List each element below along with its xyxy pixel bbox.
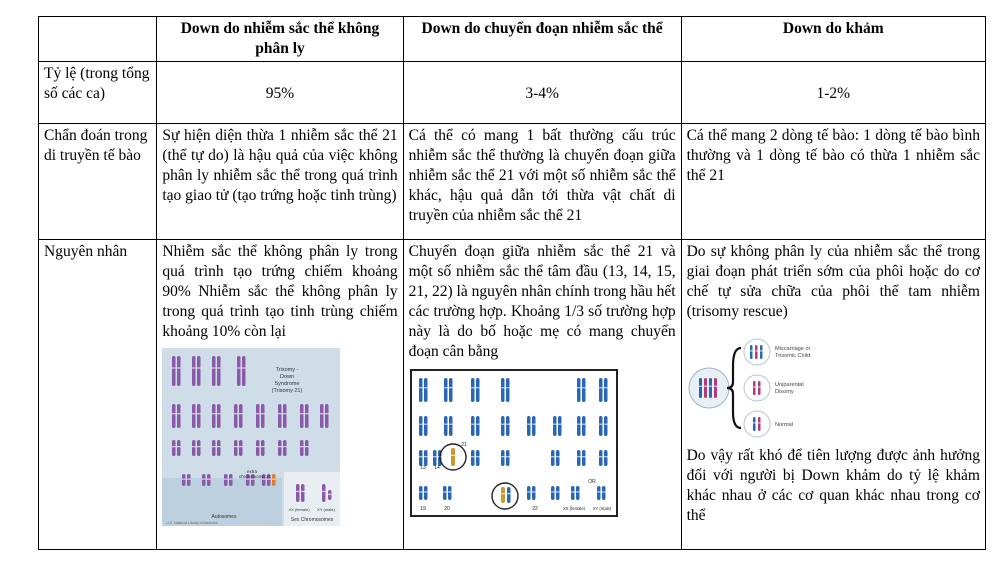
karyo-chromosome: [261, 404, 265, 428]
trans-chromosome-band: [471, 424, 475, 425]
trans-chromosome: [551, 486, 555, 500]
trans-chromosome: [444, 416, 448, 436]
trans-chromosome: [582, 378, 586, 402]
sex-chromosome-y-band: [328, 494, 332, 495]
karyo-chromosome: [325, 404, 329, 428]
trans-chromosome-band: [501, 424, 505, 425]
trans-chromosome-band: [599, 387, 603, 388]
karyo-chromosome-band: [224, 479, 228, 480]
trans-chromosome: [449, 416, 453, 436]
karyo-chromosome: [192, 404, 196, 428]
cell-cause-nondisjunction: [157, 240, 403, 550]
karyo-chromosome: [305, 440, 309, 456]
karyo-chromosome-band: [237, 367, 241, 368]
trans-chromosome-band: [419, 456, 423, 457]
karyo-chromosome-band: [197, 446, 201, 447]
sex-chromosome-x: [296, 484, 300, 502]
karyo-chromosome: [217, 356, 221, 386]
trans-chromosome: [599, 378, 603, 402]
karyo-chromosome: [237, 356, 241, 386]
karyo-chromosome: [177, 440, 181, 456]
trans-chromosome: [602, 486, 606, 500]
karyo-chromosome: [283, 440, 287, 456]
translocated-chromosome-band: [501, 493, 505, 494]
trans-chromosome-band: [449, 424, 453, 425]
trans-chromosome: [444, 378, 448, 402]
row-label-ratio: Tỷ lệ (trong tổng số các ca): [39, 62, 157, 124]
num-14: 14: [433, 465, 440, 471]
karyo-chromosome-band: [172, 367, 176, 368]
karyo-chromosome: [212, 404, 216, 428]
cell-diagnosis-translocation: Cá thể có mang 1 bất thường cấu trúc nhiễm sắc thể thường là chuyển đoạn giữa nhiễm sắc thể 21 với một số nhiễm sắc thể khác, hậu quả dẫn tới thừa vật chất di truyền của nhiễm sắc thể 21: [403, 124, 681, 240]
outcome-chromosome-band: [758, 422, 761, 423]
trans-chromosome-band: [577, 387, 581, 388]
ratio-value: 3-4%: [525, 85, 559, 102]
karyo-chromosome-band: [182, 479, 186, 480]
label-or: OR: [587, 479, 596, 485]
trans-chromosome: [501, 416, 505, 436]
sex-chrom-label: Sex Chromosomes: [291, 517, 334, 523]
label-21: 21: [460, 442, 467, 448]
cell-ratio-nondisjunction: [157, 62, 403, 124]
trans-chromosome-band: [443, 491, 447, 492]
karyo-chromosome-band: [278, 446, 282, 447]
trans-chromosome-band: [604, 424, 608, 425]
karyo-chromosome: [278, 404, 282, 428]
trans-chromosome: [576, 486, 580, 500]
translocated-chromosome: [501, 487, 505, 503]
trans-chromosome-band: [424, 424, 428, 425]
trans-chromosome-band: [419, 387, 423, 388]
outcome-chromosome-band: [755, 350, 758, 351]
karyo-chromosome-band: [229, 479, 233, 480]
trans-chromosome: [527, 486, 531, 500]
karyo-chromosome-band: [320, 413, 324, 414]
trans-chromosome-band: [571, 491, 575, 492]
trans-chromosome-band: [424, 387, 428, 388]
trans-chromosome: [532, 416, 536, 436]
trans-chromosome: [577, 416, 581, 436]
karyo-title-3: Syndrome: [274, 381, 300, 387]
mosaic-chromosome-band: [709, 386, 712, 387]
row-label-cause: Nguyên nhân: [39, 240, 157, 550]
trans-chromosome-band: [506, 424, 510, 425]
trans-chromosome-band: [582, 456, 586, 457]
karyo-chromosome-band: [172, 413, 176, 414]
trans-chromosome-band: [556, 456, 560, 457]
trans-chromosome-band: [604, 387, 608, 388]
trans-chromosome: [556, 486, 560, 500]
header-row: [39, 17, 986, 62]
cell-diagnosis-mosaic: Cá thể mang 2 dòng tế bào: 1 dòng tế bào bình thường và 1 dòng tế bào có thừa 1 nhiễm sắc thể 21: [681, 124, 985, 240]
karyo-chromosome-band: [300, 446, 304, 447]
trans-chromosome: [582, 416, 586, 436]
mosaic-chromosome-band: [699, 386, 702, 387]
trans-chromosome: [419, 486, 423, 500]
extra-label: extra: [247, 469, 258, 474]
credit-label: U.S. National Library of Medicine: [166, 521, 218, 525]
outcome-chromosome-band: [753, 422, 756, 423]
karyo-chromosome-band: [177, 413, 181, 414]
trans-chromosome-band: [424, 456, 428, 457]
karyo-chromosome-band: [172, 446, 176, 447]
trans-chromosome-band: [433, 456, 437, 457]
karyo-chromosome: [177, 356, 181, 386]
karyo-chromosome: [283, 404, 287, 428]
karyo-chromosome: [234, 404, 238, 428]
trans-chromosome-band: [419, 491, 423, 492]
karyo-chromosome-band: [217, 367, 221, 368]
trans-chromosome: [577, 450, 581, 466]
trans-chromosome-band: [602, 491, 606, 492]
trans-chromosome-band: [476, 456, 480, 457]
karyo-chromosome-band: [256, 446, 260, 447]
extra-chromosome-21: [272, 474, 276, 486]
trans-chromosome: [471, 450, 475, 466]
outcome-chromosome: [760, 345, 763, 359]
trans-chromosome: [599, 416, 603, 436]
num-19: 19: [419, 506, 426, 512]
karyo-chromosome-band: [207, 479, 211, 480]
translocated-chromosome-band: [451, 455, 455, 456]
karyo-chromosome: [172, 356, 176, 386]
karyo-chromosome: [256, 440, 260, 456]
karyo-chromosome: [217, 404, 221, 428]
karyo-chromosome: [212, 356, 216, 386]
trans-chromosome-band: [577, 456, 581, 457]
trans-chromosome-band: [471, 387, 475, 388]
trans-chromosome-band: [597, 491, 601, 492]
header-empty: [39, 17, 157, 62]
trans-chromosome: [501, 378, 505, 402]
translocated-chromosome: [451, 448, 455, 466]
karyo-chromosome-band: [212, 413, 216, 414]
trans-chromosome: [507, 487, 511, 503]
karyo-chromosome-band: [212, 446, 216, 447]
trans-chromosome-band: [582, 387, 586, 388]
trans-chromosome-band: [449, 387, 453, 388]
trans-chromosome: [553, 416, 557, 436]
outcome-3: Normal: [774, 422, 793, 428]
karyo-chromosome: [224, 474, 228, 486]
karyo-chromosome-band: [305, 413, 309, 414]
karyo-chromosome: [229, 474, 233, 486]
outcome-chromosome-band: [760, 350, 763, 351]
trans-chromosome: [571, 486, 575, 500]
karyo-chromosome-band: [239, 446, 243, 447]
trans-chromosome-band: [476, 424, 480, 425]
karyo-chromosome: [182, 474, 186, 486]
header-nondisjunction: Down do nhiễm sắc thể không phân ly: [157, 17, 403, 62]
num-20: 20: [443, 506, 450, 512]
trans-chromosome: [449, 378, 453, 402]
xy-label: XY (male): [592, 506, 611, 511]
trans-chromosome: [558, 416, 562, 436]
karyo-chromosome: [192, 440, 196, 456]
outcome-1-line2: Trisomic Child: [774, 353, 810, 359]
num-13: 13: [419, 465, 426, 471]
mosaic-brace: [727, 348, 741, 428]
trans-chromosome: [556, 450, 560, 466]
karyo-chromosome: [300, 404, 304, 428]
trans-chromosome: [424, 378, 428, 402]
karyo-chromosome: [172, 404, 176, 428]
ratio-value: 95%: [265, 85, 295, 102]
trans-chromosome: [604, 416, 608, 436]
karyo-chromosome-band: [217, 446, 221, 447]
outcome-chromosome: [750, 345, 753, 359]
outcome-chromosome: [753, 381, 756, 395]
karyo-chromosome: [192, 356, 196, 386]
cause-text-mosaic: Do sự không phân ly của nhiễm sắc thể trong giai đoạn phát triển sớm của phôi hoặc do cơ chế tự sửa chữa của phôi thể tam nhiễm (trisomy rescue): [686, 243, 980, 320]
mosaic-chromosome: [704, 378, 707, 398]
translocation-figure: [409, 368, 619, 518]
row-ratio: [39, 62, 986, 124]
trans-chromosome-band: [532, 424, 536, 425]
karyo-chromosome: [261, 440, 265, 456]
trans-chromosome: [577, 378, 581, 402]
karyo-chromosome-band: [261, 446, 265, 447]
trans-chromosome: [424, 416, 428, 436]
trans-chromosome: [476, 416, 480, 436]
trans-chromosome: [604, 378, 608, 402]
karyo-chromosome-band: [202, 479, 206, 480]
karyo-chromosome-band: [197, 413, 201, 414]
karyo-chromosome: [242, 356, 246, 386]
sex-chromosome-x-band: [296, 491, 300, 492]
karyo-title-2: Down: [280, 374, 295, 380]
extra-chromosome-21-band: [272, 479, 276, 480]
cell-cause-translocation: [403, 240, 681, 550]
karyo-chromosome: [256, 404, 260, 428]
karyo-chromosome-band: [234, 413, 238, 414]
trans-chromosome: [476, 378, 480, 402]
karyo-chromosome: [239, 404, 243, 428]
karyo-chromosome: [177, 404, 181, 428]
outcome-circle-2: [744, 375, 770, 401]
num-22: 22: [531, 506, 538, 512]
karyo-chromosome-band: [242, 367, 246, 368]
trans-chromosome: [597, 486, 601, 500]
trans-chromosome-band: [419, 424, 423, 425]
karyo-chromosome: [300, 440, 304, 456]
sex-chromosome-x-band: [301, 491, 305, 492]
karyo-chromosome: [172, 440, 176, 456]
trans-chromosome-band: [551, 456, 555, 457]
trans-chromosome: [471, 416, 475, 436]
xy-label: XY (male): [317, 507, 336, 512]
outcome-chromosome: [758, 381, 761, 395]
karyo-chromosome-band: [177, 446, 181, 447]
karyo-chromosome-band: [305, 446, 309, 447]
trans-chromosome-band: [444, 387, 448, 388]
mosaic-chromosome-band: [704, 386, 707, 387]
cell-diagnosis-nondisjunction: Sự hiện diện thừa 1 nhiễm sắc thể 21 (thể tự do) là hậu quả của việc không phân ly nhiễm sắc thể trong quá trình tạo giao tử (tạo trứng hoặc tinh trùng): [157, 124, 403, 240]
karyo-chromosome: [197, 404, 201, 428]
karyo-chromosome: [305, 404, 309, 428]
outcome-chromosome: [758, 417, 761, 431]
karyo-chromosome-band: [278, 413, 282, 414]
trans-chromosome-band: [527, 491, 531, 492]
xx-label: XX (female): [288, 507, 310, 512]
karyo-chromosome-band: [300, 413, 304, 414]
outcome-chromosome: [755, 345, 758, 359]
trans-chromosome: [506, 378, 510, 402]
trans-chromosome-band: [551, 491, 555, 492]
comparison-table: [38, 16, 986, 550]
trans-chromosome: [419, 450, 423, 466]
outcome-1-line1: Miscarriage or: [774, 346, 811, 352]
cause-text-translocation: Chuyển đoạn giữa nhiễm sắc thể 21 và một số nhiễm sắc thể tâm đầu (13, 14, 15, 21, 22) là nguyên nhân chính trong hầu hết các trường hợp. Khoảng 1/3 số trường hợp này là do bố hoặc mẹ có mang chuyển đoạn cân bằng: [408, 243, 676, 360]
row-diagnosis: [39, 124, 986, 240]
sex-chromosome-x-band: [322, 491, 326, 492]
outcome-chromosome-band: [750, 350, 753, 351]
karyo-chromosome-band: [197, 367, 201, 368]
mosaic-chromosome: [709, 378, 712, 398]
karyo-chromosome: [239, 440, 243, 456]
trans-chromosome: [532, 486, 536, 500]
cause-text-nondisjunction: Nhiễm sắc thể không phân ly trong quá trình tạo trứng chiếm khoảng 90% Nhiễm sắc thể không phân ly trong quá trình tạo tinh trùng chiếm khoảng 10% còn lại: [162, 243, 398, 340]
row-cause: [39, 240, 986, 550]
trans-chromosome-band: [501, 456, 505, 457]
trans-chromosome: [419, 416, 423, 436]
karyo-chromosome-band: [192, 367, 196, 368]
trans-chromosome-band: [582, 424, 586, 425]
trans-chromosome: [582, 450, 586, 466]
header-translocation: Down do chuyển đoạn nhiễm sắc thể: [403, 17, 681, 62]
cell-cause-mosaic: [681, 240, 985, 550]
autosomes-label: Autosomes: [211, 514, 237, 520]
trans-chromosome: [433, 450, 437, 466]
trans-chromosome-band: [553, 424, 557, 425]
trans-chromosome-band: [506, 456, 510, 457]
karyo-chromosome: [234, 440, 238, 456]
karyo-chromosome-band: [192, 413, 196, 414]
trans-chromosome-band: [476, 387, 480, 388]
karyo-chromosome-band: [217, 413, 221, 414]
trans-chromosome: [424, 486, 428, 500]
trans-chromosome-band: [556, 491, 560, 492]
trans-chromosome-band: [424, 491, 428, 492]
mosaic-chromosome-band: [714, 386, 717, 387]
sex-chromosome-x: [301, 484, 305, 502]
cell-ratio-translocation: [403, 62, 681, 124]
trans-chromosome-band: [576, 491, 580, 492]
karyo-chromosome-band: [256, 413, 260, 414]
trans-chromosome: [599, 450, 603, 466]
karyo-chromosome: [207, 474, 211, 486]
karyo-chromosome-band: [283, 413, 287, 414]
trans-chromosome: [551, 450, 555, 466]
trans-chromosome-band: [558, 424, 562, 425]
karyo-chromosome-band: [283, 446, 287, 447]
trans-chromosome: [471, 378, 475, 402]
karyo-chromosome-band: [187, 479, 191, 480]
outcome-chromosome-band: [753, 386, 756, 387]
trans-chromosome-band: [604, 456, 608, 457]
karyo-chromosome-band: [261, 413, 265, 414]
karyo-chromosome-band: [325, 413, 329, 414]
outcome-circle-3: [744, 411, 770, 437]
mosaic-chromosome: [714, 378, 717, 398]
trans-chromosome-band: [444, 424, 448, 425]
karyo-chromosome: [278, 440, 282, 456]
karyo-title-4: (Trisomy 21): [272, 388, 303, 394]
trans-chromosome-band: [507, 493, 511, 494]
sex-chromosome-x: [322, 484, 326, 502]
karyo-chromosome: [197, 356, 201, 386]
trans-chromosome-band: [471, 456, 475, 457]
karyo-chromosome-band: [234, 446, 238, 447]
trans-chromosome: [476, 450, 480, 466]
trans-chromosome-band: [532, 491, 536, 492]
trans-chromosome-band: [599, 424, 603, 425]
outcome-2-line2: Disomy: [774, 389, 794, 395]
trans-chromosome-band: [577, 424, 581, 425]
outcome-chromosome-band: [758, 386, 761, 387]
trans-chromosome: [527, 416, 531, 436]
trans-chromosome-band: [501, 387, 505, 388]
trans-chromosome: [604, 450, 608, 466]
outcome-chromosome: [753, 417, 756, 431]
karyo-chromosome: [212, 440, 216, 456]
trans-chromosome: [506, 450, 510, 466]
karyo-chromosome: [202, 474, 206, 486]
ratio-value: 1-2%: [816, 85, 851, 102]
mosaic-note: Do vậy rất khó để tiên lượng được ảnh hưởng đối với người bị Down khảm do tỷ lệ khảm khác nhau ở các cơ quan khác nhau trong cơ thể: [686, 447, 980, 524]
trans-chromosome-band: [599, 456, 603, 457]
karyo-chromosome: [320, 404, 324, 428]
karyo-chromosome: [187, 474, 191, 486]
trans-chromosome: [419, 378, 423, 402]
karyo-chromosome: [217, 440, 221, 456]
trans-chromosome: [448, 486, 452, 500]
karyo-chromosome-band: [212, 367, 216, 368]
header-mosaic: Down do khảm: [681, 17, 985, 62]
trans-chromosome: [501, 450, 505, 466]
trans-chromosome-band: [527, 424, 531, 425]
trans-chromosome: [424, 450, 428, 466]
cell-ratio-mosaic: [681, 62, 985, 124]
extra-label-2: chromosome 21: [239, 474, 272, 479]
karyo-chromosome-band: [192, 446, 196, 447]
trans-chromosome-band: [448, 491, 452, 492]
mosaic-chromosome: [699, 378, 702, 398]
trans-chromosome-band: [506, 387, 510, 388]
karyo-chromosome-band: [239, 413, 243, 414]
xx-label: XX (female): [562, 506, 585, 511]
row-label-diagnosis: Chẩn đoán trong di truyền tế bào: [39, 124, 157, 240]
karyo-title-1: Trisomy -: [276, 367, 299, 373]
mosaic-figure: [687, 326, 837, 446]
trans-chromosome: [443, 486, 447, 500]
outcome-2-line1: Uniparental: [774, 382, 804, 388]
karyo-chromosome-band: [177, 367, 181, 368]
karyotype-figure: [162, 348, 340, 526]
karyo-chromosome: [197, 440, 201, 456]
trans-chromosome: [506, 416, 510, 436]
